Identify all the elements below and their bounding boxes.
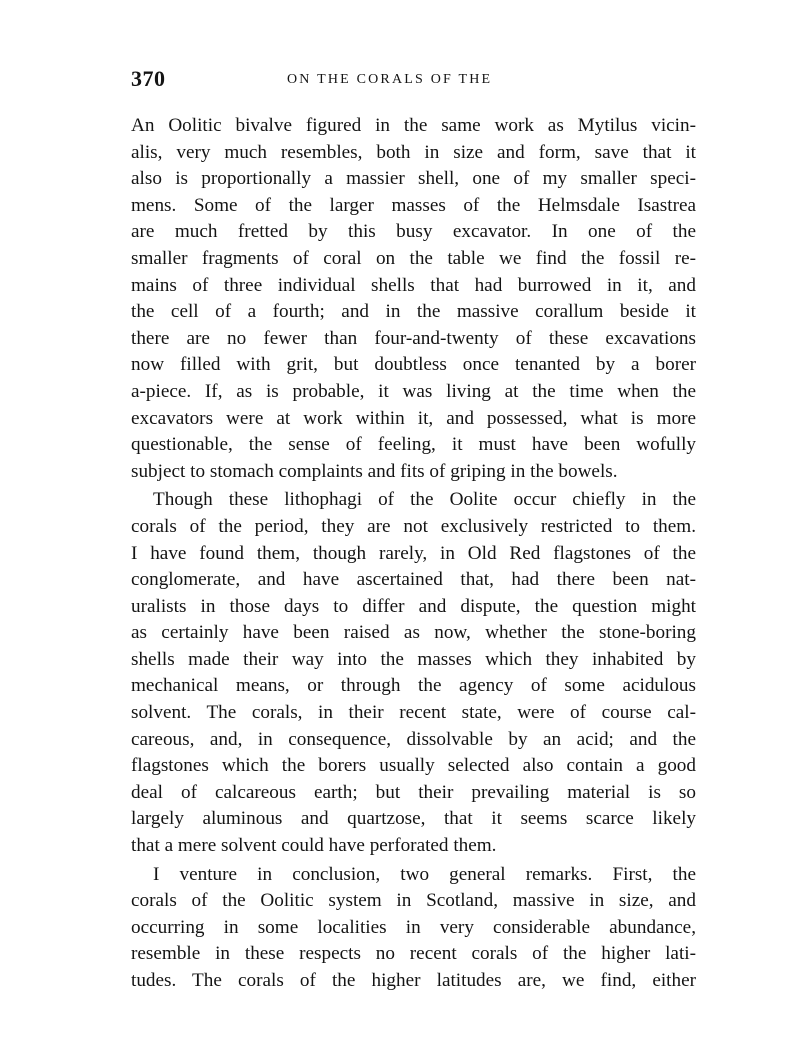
- text-line: resemble in these respects no recent corals of the higher lati-: [131, 943, 696, 965]
- paragraph-3: [131, 862, 696, 995]
- text-line: I venture in conclusion, two general remarks. First, the: [153, 863, 696, 885]
- body-text: [131, 113, 696, 995]
- paragraph-2: [131, 487, 696, 859]
- text-line: largely aluminous and quartzose, that it seems scarce likely: [131, 808, 696, 830]
- page-number: 370: [131, 66, 166, 91]
- text-line: mains of three individual shells that had burrowed in it, and: [131, 274, 696, 296]
- text-line: shells made their way into the masses which they inhabited by: [131, 648, 696, 670]
- text-line: questionable, the sense of feeling, it must have been wofully: [131, 434, 696, 456]
- page-header: [131, 66, 696, 96]
- text-line: corals of the Oolitic system in Scotland, massive in size, and: [131, 890, 696, 912]
- text-line: tudes. The corals of the higher latitudes are, we find, either: [131, 970, 696, 991]
- text-line: are much fretted by this busy excavator. In one of the: [131, 221, 696, 243]
- text-line: mechanical means, or through the agency of some acidulous: [131, 675, 696, 697]
- text-line: subject to stomach complaints and fits of griping in the bowels.: [131, 460, 618, 482]
- paragraph-1: [131, 113, 696, 485]
- text-line: deal of calcareous earth; but their prevailing material is so: [131, 781, 696, 803]
- text-line: solvent. The corals, in their recent state, were of course cal-: [131, 702, 696, 724]
- text-line: excavators were at work within it, and possessed, what is more: [131, 407, 696, 429]
- text-line: conglomerate, and have ascertained that, had there been nat-: [131, 569, 696, 591]
- text-line: An Oolitic bivalve figured in the same work as Mytilus vicin-: [131, 115, 696, 136]
- text-line: now filled with grit, but doubtless once tenanted by a borer: [131, 354, 696, 376]
- text-line: flagstones which the borers usually selected also contain a good: [131, 755, 696, 777]
- text-line: as certainly have been raised as now, whether the stone-boring: [131, 622, 696, 644]
- text-line: a-piece. If, as is probable, it was living at the time when the: [131, 380, 696, 402]
- running-head: ON THE CORALS OF THE: [287, 72, 493, 87]
- text-line: corals of the period, they are not exclusively restricted to them.: [131, 515, 696, 537]
- text-line: mens. Some of the larger masses of the Helmsdale Isastrea: [131, 194, 696, 216]
- text-line: I have found them, though rarely, in Old Red flagstones of the: [131, 542, 696, 564]
- text-line: careous, and, in consequence, dissolvable by an acid; and the: [131, 728, 696, 750]
- text-line: the cell of a fourth; and in the massive corallum beside it: [131, 301, 696, 323]
- text-line: also is proportionally a massier shell, one of my smaller speci-: [131, 168, 696, 190]
- text-line: that a mere solvent could have perforated them.: [131, 835, 497, 857]
- text-line: there are no fewer than four-and-twenty of these excavations: [131, 327, 696, 349]
- text-line: smaller fragments of coral on the table we find the fossil re-: [131, 247, 696, 269]
- text-line: alis, very much resembles, both in size and form, save that it: [131, 141, 696, 163]
- text-line: uralists in those days to differ and dispute, the question might: [131, 595, 696, 617]
- text-line: Though these lithophagi of the Oolite occur chiefly in the: [153, 489, 696, 511]
- text-line: occurring in some localities in very considerable abundance,: [131, 916, 696, 938]
